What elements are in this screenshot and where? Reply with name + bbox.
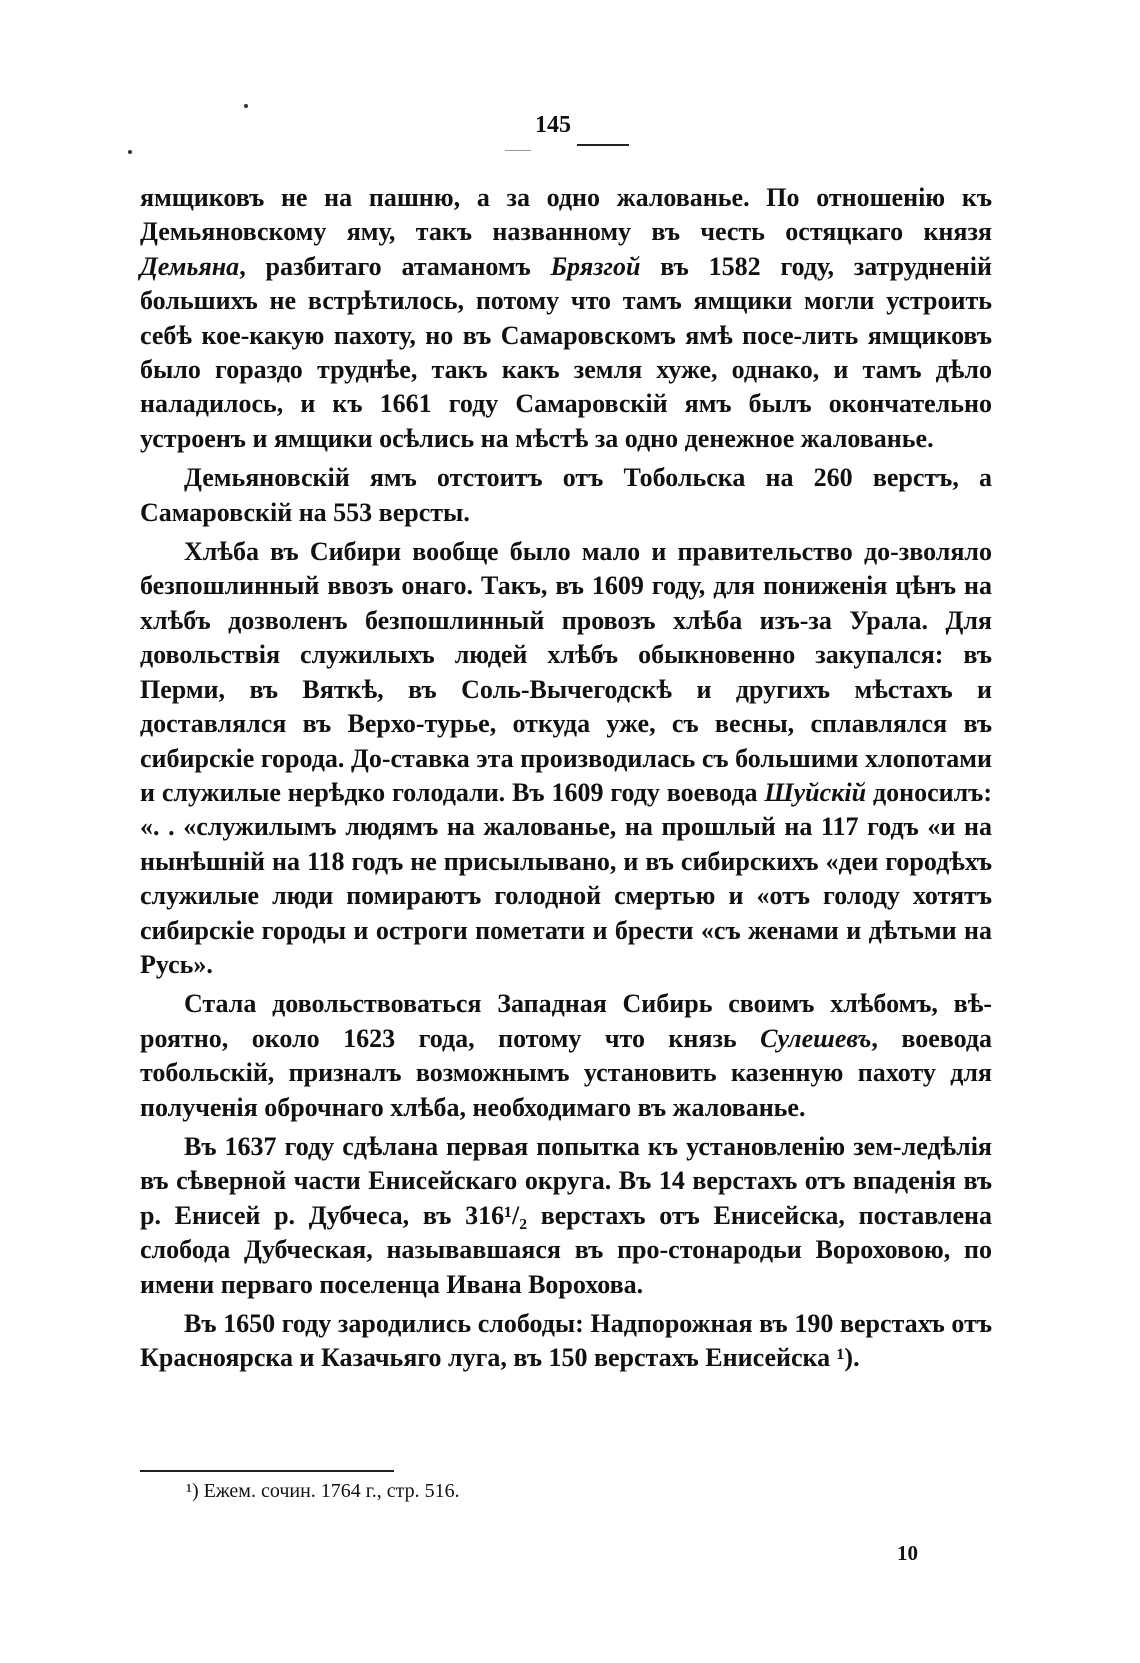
italic-name: Сулешевъ xyxy=(760,1023,872,1053)
paragraph xyxy=(140,1130,992,1302)
text-run: Въ 1637 году сдѣлана первая попытка къ установленію зем-ледѣлія въ сѣверной части Енисейскаго округа. Въ 14 верстахъ отъ впаденія въ р. Енисей р. Дубчеса, въ 316¹/₂ верстахъ отъ Енисейска, поставлена слобода Дубческая, называвшаяся въ про-стонародьи Вороховою, по имени перваго поселенца Ивана Ворохова. xyxy=(140,1131,992,1299)
header-rule-short xyxy=(505,150,531,151)
signature-mark: 10 xyxy=(897,1541,918,1565)
text-run: Стала довольствоваться Западная Сибирь своимъ хлѣбомъ, вѣ-роятно, около 1623 года, потому что князь xyxy=(140,989,992,1053)
header-rule xyxy=(577,144,629,146)
text-run: Въ 1650 году зародились слободы: Надпорожная въ 190 верстахъ отъ Красноярска и Казачьяго луга, въ 150 верстахъ Енисейска ¹). xyxy=(140,1309,992,1373)
paragraph xyxy=(140,1307,992,1376)
text-run: въ 1582 году, затрудненій большихъ не встрѣтилось, потому что тамъ ямщики могли устроить себѣ кое-какую пахоту, но въ Самаровскомъ ямѣ посе-лить ямщиковъ было гораздо труднѣе, такъ какъ земля хуже, однако, и тамъ дѣло наладилось, и къ 1661 году Самаровскій ямъ былъ окончательно устроенъ и ямщики осѣлись на мѣстѣ за одно денежное жалованье. xyxy=(140,251,992,453)
footnote: ¹) Ежем. сочин. 1764 г., стр. 516. xyxy=(186,1480,460,1502)
paragraph xyxy=(140,461,992,530)
footnote-rule xyxy=(140,1470,394,1472)
paragraph xyxy=(140,181,992,456)
paragraph xyxy=(140,987,992,1125)
page-number: 145 xyxy=(535,112,571,138)
paragraph xyxy=(140,535,992,982)
text-run: ямщиковъ не на пашню, а за одно жалованье. По отношенію къ Демьяновскому яму, такъ названному въ честь остяцкаго князя xyxy=(140,183,992,247)
italic-name: Демьяна xyxy=(140,251,240,281)
italic-name: Шуйскій xyxy=(764,777,867,807)
text-run: , воевода тобольскій, призналъ возможнымъ установить казенную пахоту для полученія оброчнаго хлѣба, необходимаго въ жалованье. xyxy=(140,1023,992,1122)
body-text xyxy=(140,181,992,1381)
italic-name: Брязгой xyxy=(550,251,641,281)
text-run: Хлѣба въ Сибири вообще было мало и правительство до-зволяло безпошлинный ввозъ онаго. Такъ, въ 1609 году, для пониженія цѣнъ на хлѣбъ дозволенъ безпошлинный провозъ хлѣба изъ-за Урала. Для довольствія служилыхъ людей хлѣбъ обыкновенно закупался: въ Перми, въ Вяткѣ, въ Соль-Вычегодскѣ и другихъ мѣстахъ и доставлялся въ Верхо-турье, откуда уже, съ весны, сплавлялся въ сибирскіе города. До-ставка эта производилась съ большими хлопотами и служилые нерѣдко голодали. Въ 1609 году воевода xyxy=(140,537,992,807)
text-run: Демьяновскій ямъ отстоитъ отъ Тобольска на 260 верстъ, а Самаровскій на 553 версты. xyxy=(140,463,992,527)
speck-mark xyxy=(128,150,132,154)
speck-mark xyxy=(244,104,248,108)
text-run: , разбитаго атаманомъ xyxy=(239,251,551,281)
text-run: доносилъ: «. . «служилымъ людямъ на жалованье, на прошлый на 117 годъ «и на нынѣшній на 118 годъ не присылывано, и въ сибирскихъ «деи городѣхъ служилые люди помираютъ голодной смертью и «отъ голоду хотятъ сибирскіе городы и остроги пометати и брести «съ женами и дѣтьми на Русь». xyxy=(140,777,992,979)
